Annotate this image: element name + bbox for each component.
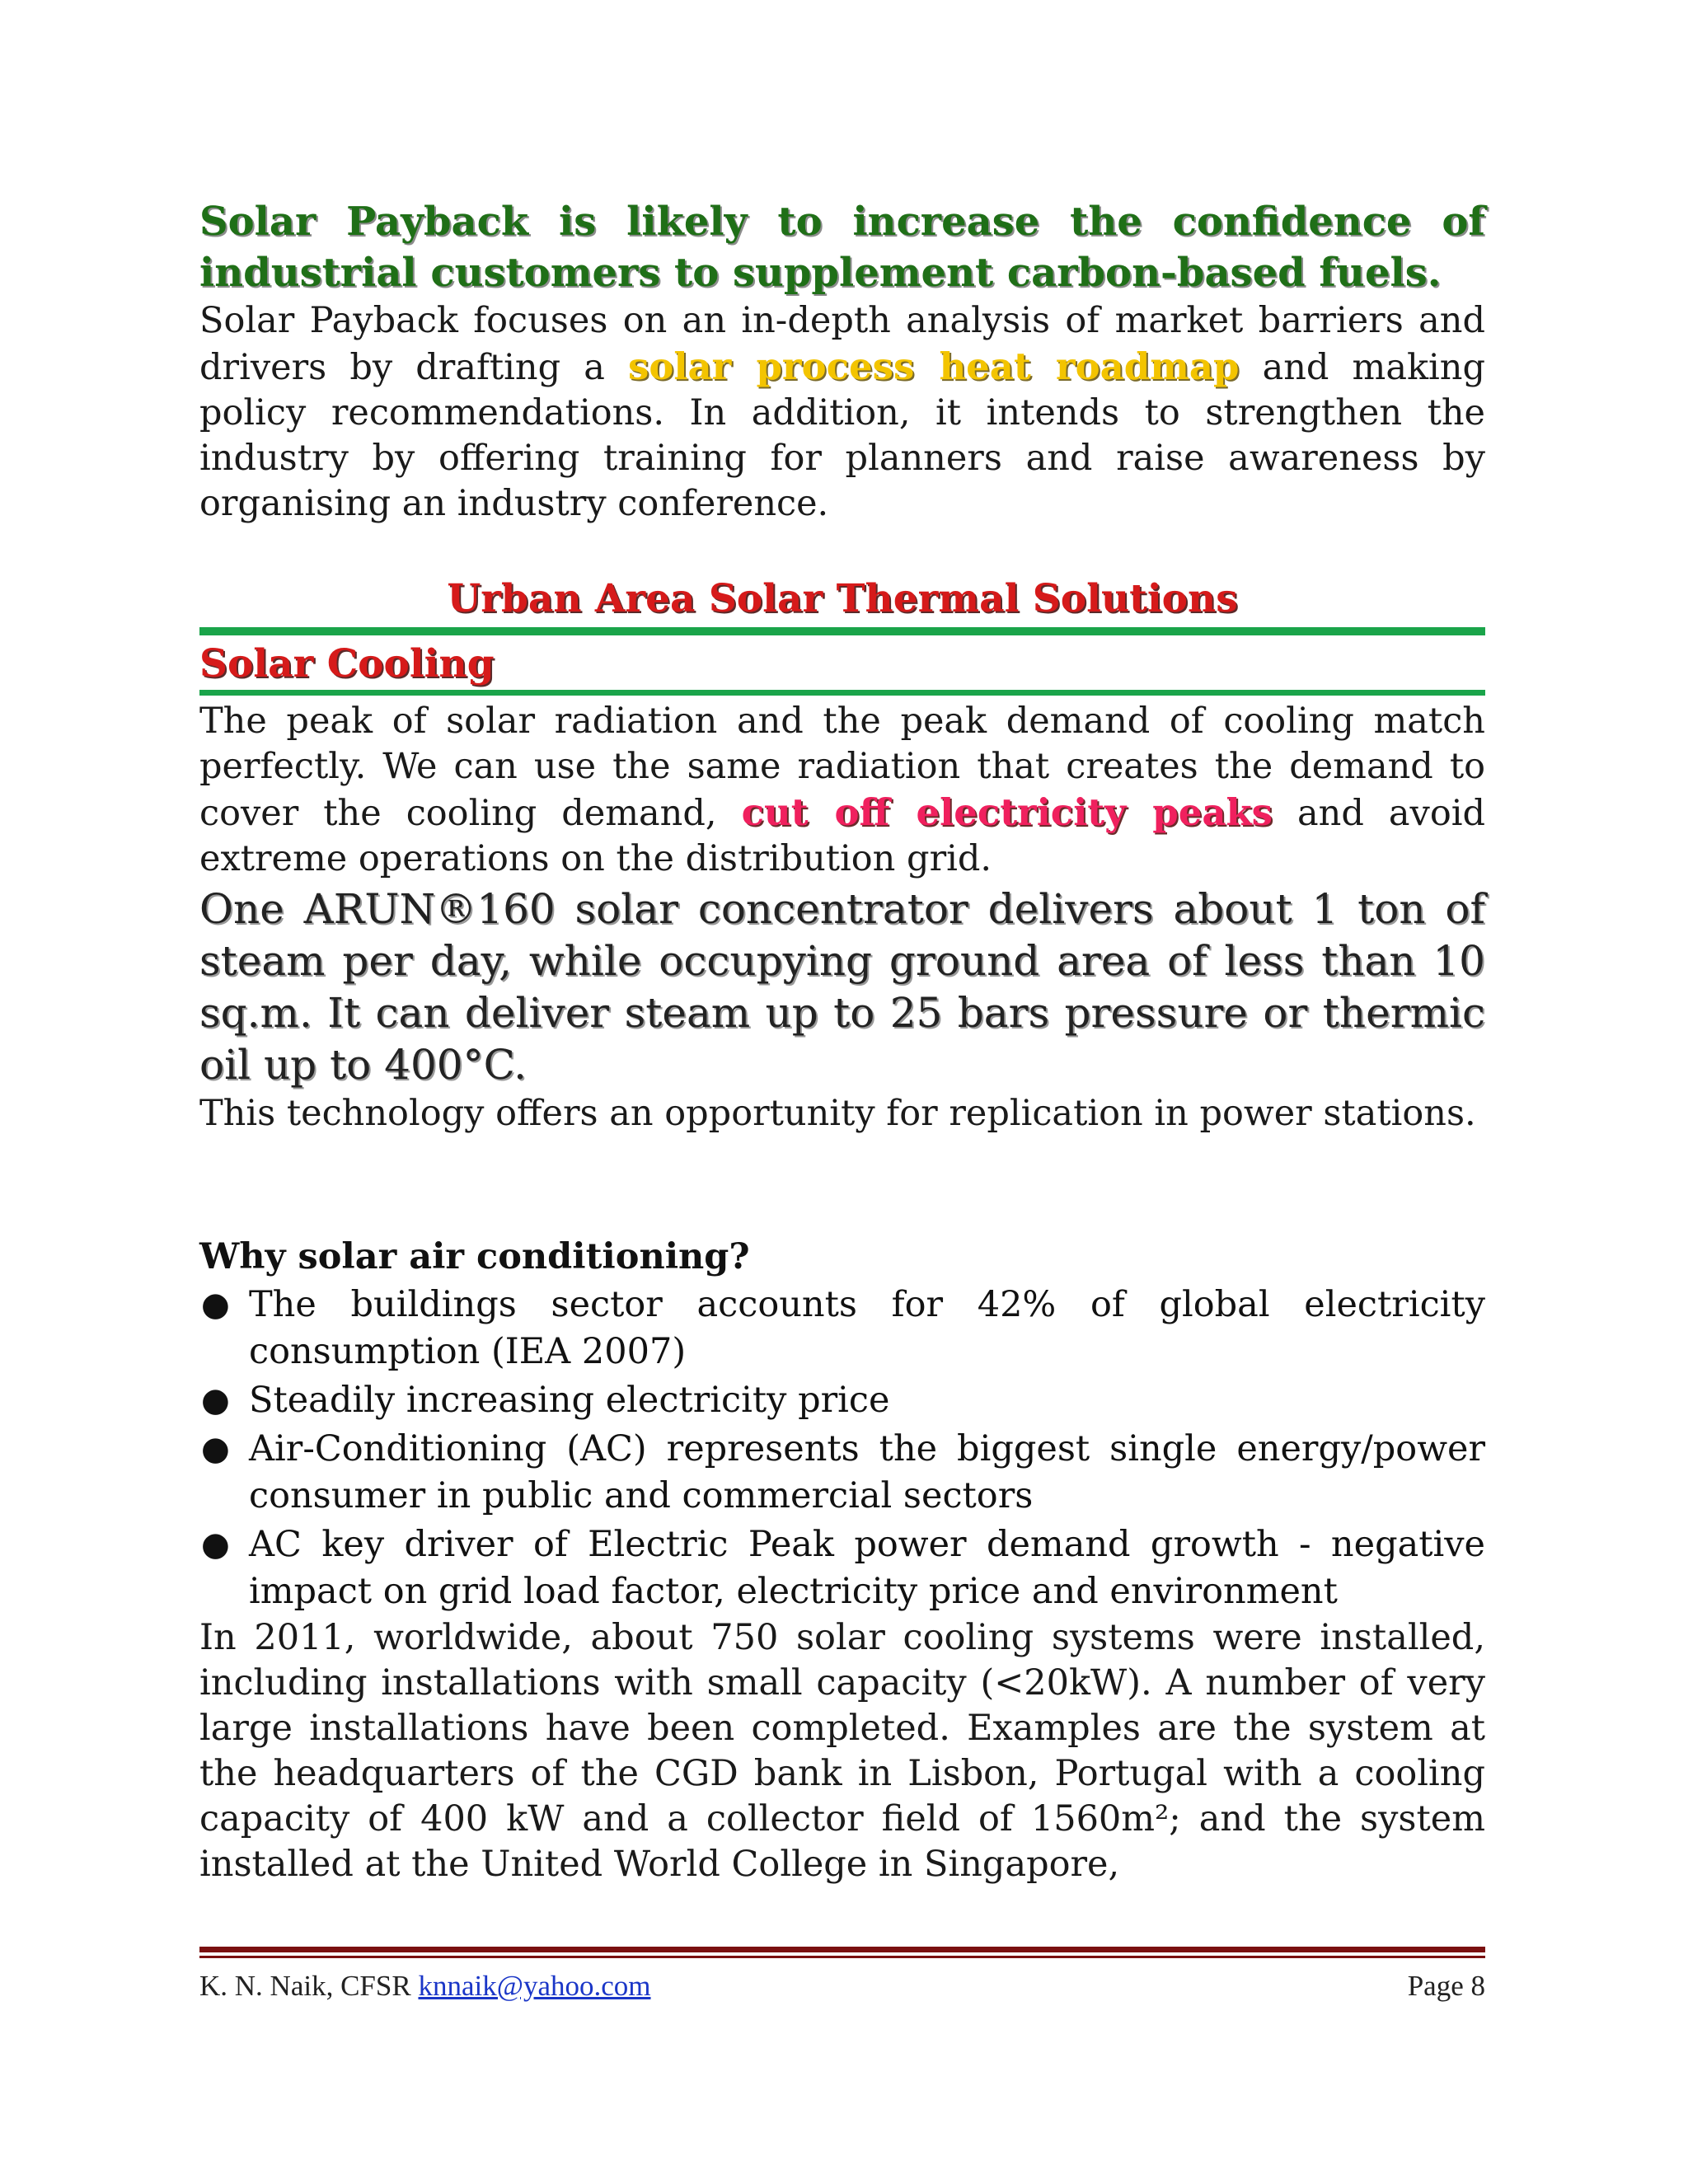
- section-title: Urban Area Solar Thermal Solutions: [447, 576, 1238, 621]
- footer-author: K. N. Naik, CFSR knnaik@yahoo.com: [199, 1970, 651, 2002]
- roadmap-highlight: solar process heat roadmap: [628, 344, 1240, 388]
- footer-row: [199, 1968, 1485, 2004]
- email-link[interactable]: knnaik@yahoo.com: [418, 1970, 651, 2002]
- subsection-title: Solar Cooling: [199, 641, 495, 687]
- why-heading: Why solar air conditioning?: [199, 1236, 750, 1277]
- bullet-icon: ●: [201, 1381, 230, 1419]
- intro-paragraph: [199, 298, 1485, 527]
- list-item: ● Steadily increasing electricity price: [199, 1377, 1485, 1424]
- bullet-icon: ●: [201, 1286, 230, 1324]
- list-item: ● AC key driver of Electric Peak power demand growth - negative impact on grid load factor, electricity price and environment: [199, 1521, 1485, 1615]
- page-number: Page 8: [1407, 1970, 1485, 2002]
- cooling-paragraph-before: The peak of solar radiation and the peak demand of cooling match perfectly. We can use the same radiation that creates the demand to cover the cooling demand,: [199, 701, 1485, 834]
- section-divider: [199, 627, 1485, 635]
- why-bullet-list: [199, 1282, 1485, 1615]
- intro-paragraph-after: and making policy recommendations. In addition, it intends to strengthen the industry by offering training for planners and raise awareness by organising an industry conference.: [199, 347, 1485, 524]
- page-footer: [199, 1947, 1485, 2004]
- cooling-paragraph: [199, 699, 1485, 882]
- cooling-paragraph-after: and avoid extreme operations on the distribution grid.: [199, 793, 1485, 879]
- bullet-icon: ●: [201, 1526, 230, 1563]
- page-content: [199, 196, 1485, 1887]
- list-item: ● The buildings sector accounts for 42% of global electricity consumption (IEA 2007): [199, 1282, 1485, 1376]
- subsection-divider: [199, 690, 1485, 696]
- intro-heading: Solar Payback is likely to increase the confidence of industrial customers to supplement carbon-based fuels.: [199, 199, 1485, 296]
- bullet-icon: ●: [201, 1430, 230, 1468]
- footer-rule: [199, 1947, 1485, 1952]
- intro-paragraph-before: Solar Payback focuses on an in-depth analysis of market barriers and drivers by drafting a: [199, 300, 1485, 388]
- peaks-highlight: cut off electricity peaks: [741, 790, 1273, 834]
- arun-paragraph: One ARUN®160 solar concentrator delivers about 1 ton of steam per day, while occupying ground area of less than 10 sq.m. It can deliver steam up to 25 bars pressure or thermic oil up to 400°C.: [199, 885, 1485, 1089]
- footer-rule-thin: [199, 1956, 1485, 1958]
- replication-paragraph: This technology offers an opportunity for replication in power stations.: [199, 1093, 1476, 1134]
- closing-paragraph: In 2011, worldwide, about 750 solar cooling systems were installed, including installations with small capacity (<20kW). A number of very large installations have been completed. Examples are the system at the headquarters of the CGD bank in Lisbon, Portugal with a cooling capacity of 400 kW and a collector field of 1560m²; and the system installed at the United World College in Singapore,: [199, 1617, 1485, 1885]
- list-item: ● Air-Conditioning (AC) represents the biggest single energy/power consumer in public and commercial sectors: [199, 1426, 1485, 1520]
